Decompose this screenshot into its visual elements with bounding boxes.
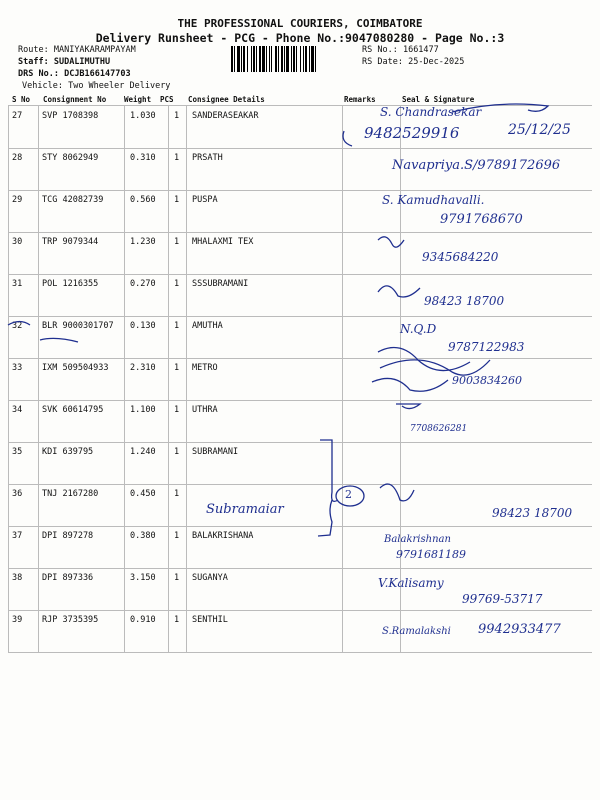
- row-27-signature: S. Chandrasekar: [380, 105, 482, 119]
- vehicle-value: Two Wheeler Delivery: [68, 81, 171, 91]
- cell-pcs: 1: [174, 363, 180, 373]
- cell-weight: 0.910: [130, 615, 156, 625]
- col-consignment: Consignment No: [43, 95, 107, 104]
- cell-consignment: KDI 639795: [42, 447, 94, 457]
- drs-value: DCJB166147703: [64, 69, 131, 79]
- cell-weight: 0.130: [130, 321, 156, 331]
- cell-pcs: 1: [174, 279, 180, 289]
- row-37-phone: 9791681189: [396, 548, 466, 561]
- cell-sno: 38: [12, 573, 23, 583]
- col-sno: S No: [12, 95, 31, 104]
- row-28-signature: Navapriya.S/9789172696: [392, 158, 561, 173]
- col-remarks: Remarks: [344, 95, 376, 104]
- cell-consignment: TNJ 2167280: [42, 489, 99, 499]
- cell-consignment: POL 1216355: [42, 279, 99, 289]
- row-27-phone: 9482529916: [364, 124, 460, 142]
- cell-consignee: SUGANYA: [192, 573, 228, 583]
- cell-consignment: DPI 897278: [42, 531, 94, 541]
- row-39-signature: S.Ramalakshi: [382, 626, 451, 637]
- cell-weight: 0.270: [130, 279, 156, 289]
- cell-pcs: 1: [174, 615, 180, 625]
- cell-pcs: 1: [174, 573, 180, 583]
- cell-sno: 36: [12, 489, 23, 499]
- cell-sno: 39: [12, 615, 23, 625]
- cell-consignment: IXM 509504933: [42, 363, 109, 373]
- cell-weight: 3.150: [130, 573, 156, 583]
- cell-consignment: SVK 60614795: [42, 405, 104, 415]
- cell-pcs: 1: [174, 405, 180, 415]
- company-title: THE PROFESSIONAL COURIERS, COIMBATORE: [177, 17, 423, 30]
- cell-weight: 1.030: [130, 111, 156, 121]
- row-32-phone: 9787122983: [448, 340, 525, 354]
- cell-pcs: 1: [174, 237, 180, 247]
- cell-pcs: 1: [174, 153, 180, 163]
- route-label: Route:: [18, 45, 49, 55]
- cell-consignment: STY 8062949: [42, 153, 99, 163]
- rs-date-value: 25-Dec-2025: [408, 57, 465, 67]
- row-29-signature: S. Kamudhavalli.: [382, 193, 485, 207]
- cell-consignment: TCG 42082739: [42, 195, 104, 205]
- cell-sno: 37: [12, 531, 23, 541]
- cell-consignment: TRP 9079344: [42, 237, 99, 247]
- cell-consignment: SVP 1708398: [42, 111, 99, 121]
- vehicle-label: Vehicle:: [22, 81, 63, 91]
- row-36-remark: Subramaiar: [206, 502, 284, 517]
- cell-weight: 0.310: [130, 153, 156, 163]
- rs-date-label: RS Date:: [362, 57, 403, 67]
- row-36-phone: 98423 18700: [492, 506, 573, 520]
- staff-value: SUDALIMUTHU: [53, 57, 111, 67]
- row-33-phone: 9003834260: [452, 374, 522, 387]
- cell-consignee: PUSPA: [192, 195, 218, 205]
- route-value: MANIYAKARAMPAYAM: [53, 45, 136, 55]
- cell-consignee: PRSATH: [192, 153, 223, 163]
- col-consignee: Consignee Details: [188, 95, 265, 104]
- cell-sno: 33: [12, 363, 23, 373]
- cell-pcs: 1: [174, 447, 180, 457]
- rs-no-label: RS No.:: [362, 45, 398, 55]
- col-weight: Weight: [124, 95, 152, 104]
- row-36-remark-count: 2: [345, 488, 352, 501]
- runsheet-subtitle: Delivery Runsheet - PCG - Phone No.:9047080280 - Page No.:3: [95, 31, 505, 45]
- cell-sno: 32: [12, 321, 23, 331]
- cell-weight: 0.380: [130, 531, 156, 541]
- cell-consignment: BLR 9000301707: [42, 321, 114, 331]
- cell-sno: 27: [12, 111, 23, 121]
- staff-label: Staff:: [18, 57, 49, 67]
- cell-sno: 30: [12, 237, 23, 247]
- cell-consignee: SENTHIL: [192, 615, 228, 625]
- cell-sno: 34: [12, 405, 23, 415]
- cell-sno: 28: [12, 153, 23, 163]
- cell-weight: 1.230: [130, 237, 156, 247]
- cell-consignee: MHALAXMI TEX: [192, 237, 254, 247]
- cell-consignee: UTHRA: [192, 405, 218, 415]
- drs-label: DRS No.:: [18, 69, 59, 79]
- row-34-phone: 7708626281: [410, 424, 468, 434]
- cell-weight: 1.240: [130, 447, 156, 457]
- col-pcs: PCS: [160, 95, 174, 104]
- col-seal: Seal & Signature: [402, 95, 475, 104]
- cell-pcs: 1: [174, 531, 180, 541]
- cell-consignee: SSSUBRAMANI: [192, 279, 249, 289]
- row-29-phone: 9791768670: [440, 212, 523, 227]
- cell-pcs: 1: [174, 321, 180, 331]
- cell-weight: 0.450: [130, 489, 156, 499]
- row-37-signature: Balakrishnan: [384, 534, 451, 545]
- row-38-phone: 99769-53717: [462, 592, 543, 606]
- cell-pcs: 1: [174, 195, 180, 205]
- cell-sno: 31: [12, 279, 23, 289]
- row-32-signature: N.Q.D: [400, 322, 437, 336]
- cell-consignment: DPI 897336: [42, 573, 94, 583]
- cell-pcs: 1: [174, 489, 180, 499]
- rs-no-value: 1661477: [402, 45, 439, 55]
- cell-consignee: METRO: [192, 363, 218, 373]
- cell-pcs: 1: [174, 111, 180, 121]
- cell-sno: 29: [12, 195, 23, 205]
- cell-weight: 0.560: [130, 195, 156, 205]
- row-30-phone: 9345684220: [422, 250, 499, 264]
- cell-weight: 2.310: [130, 363, 156, 373]
- cell-consignee: BALAKRISHANA: [192, 531, 254, 541]
- row-31-phone: 98423 18700: [424, 294, 505, 308]
- cell-weight: 1.100: [130, 405, 156, 415]
- row-27-date: 25/12/25: [508, 122, 571, 138]
- row-38-signature: V.Kalisamy: [378, 576, 444, 590]
- row-39-phone: 9942933477: [478, 622, 561, 637]
- cell-sno: 35: [12, 447, 23, 457]
- cell-consignee: SANDERASEAKAR: [192, 111, 259, 121]
- cell-consignment: RJP 3735395: [42, 615, 99, 625]
- cell-consignee: AMUTHA: [192, 321, 223, 331]
- cell-consignee: SUBRAMANI: [192, 447, 239, 457]
